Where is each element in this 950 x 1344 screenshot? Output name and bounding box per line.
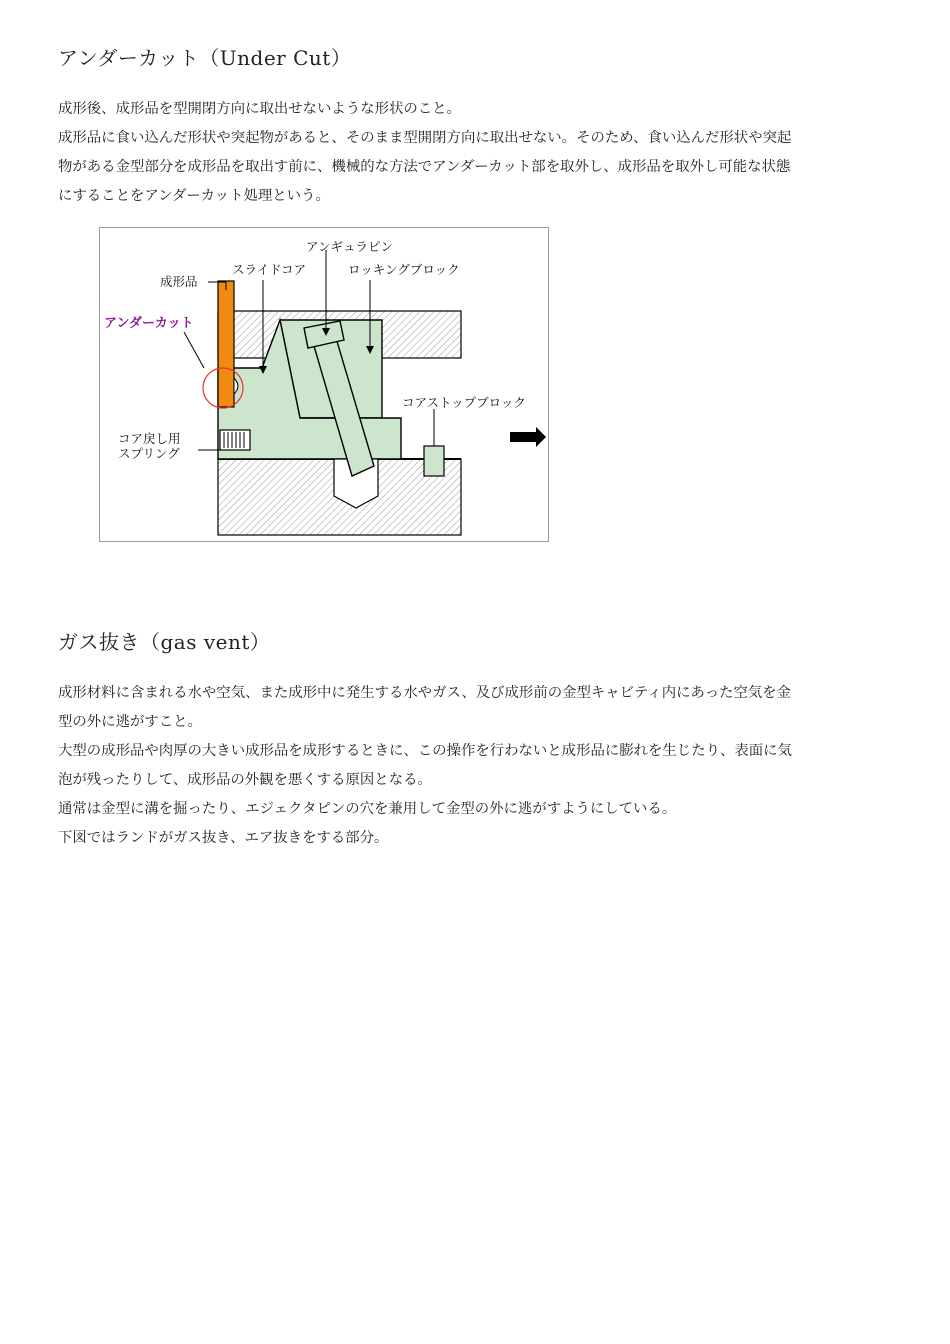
label-return-spring-1: コア戻し用: [118, 431, 181, 446]
text-line: 成形後、成形品を型開閉方向に取出せないような形状のこと。: [58, 101, 461, 117]
gas-vent-paragraph-3: [58, 795, 910, 824]
label-core-stop-block: コアストップブロック: [402, 395, 526, 410]
direction-arrow: [510, 427, 546, 447]
molded-part: [218, 281, 234, 407]
text-line: 物がある金型部分を成形品を取出す前に、機械的な方法でアンダーカット部を取外し、成形品を取外し可能な状態: [58, 159, 791, 175]
section-title-gas-vent: ガス抜き（gas vent）: [58, 630, 271, 654]
label-slide-core: スライドコア: [232, 262, 307, 277]
undercut-mold-diagram: [99, 227, 549, 542]
text-line: 成形材料に含まれる水や空気、また成形中に発生する水やガス、及び成形前の金型キャビティ内にあった空気を金: [58, 685, 792, 701]
undercut-paragraph-1: [58, 95, 910, 124]
text-line: 泡が残ったりして、成形品の外観を悪くする原因となる。: [58, 772, 432, 788]
label-undercut: アンダーカット: [104, 316, 194, 331]
gas-vent-paragraph-1: [58, 679, 910, 737]
text-line: 成形品に食い込んだ形状や突起物があると、そのまま型開閉方向に取出せない。そのため、食い込んだ形状や突起: [58, 130, 792, 146]
section-title-undercut: アンダーカット（Under Cut）: [58, 46, 352, 70]
undercut-paragraph-2: [58, 124, 910, 211]
label-molded-part: 成形品: [160, 274, 198, 289]
label-locking-block: ロッキングブロック: [348, 262, 460, 277]
text-line: 通常は金型に溝を掘ったり、エジェクタピンの穴を兼用して金型の外に逃がすようにしている。: [58, 801, 677, 817]
mold-diagram-svg: [100, 228, 548, 541]
text-line: 大型の成形品や肉厚の大きい成形品を成形するときに、この操作を行わないと成形品に膨れを生じたり、表面に気: [58, 743, 792, 759]
core-stop-block: [424, 446, 444, 476]
label-return-spring-2: スプリング: [118, 446, 180, 461]
text-line: 下図ではランドがガス抜き、エア抜きをする部分。: [58, 830, 389, 846]
text-line: にすることをアンダーカット処理という。: [58, 188, 330, 204]
label-angular-pin: アンギュラピン: [306, 239, 394, 254]
gas-vent-paragraph-2: [58, 737, 910, 795]
text-line: 型の外に逃がすこと。: [58, 714, 202, 730]
gas-vent-paragraph-4: [58, 824, 910, 853]
